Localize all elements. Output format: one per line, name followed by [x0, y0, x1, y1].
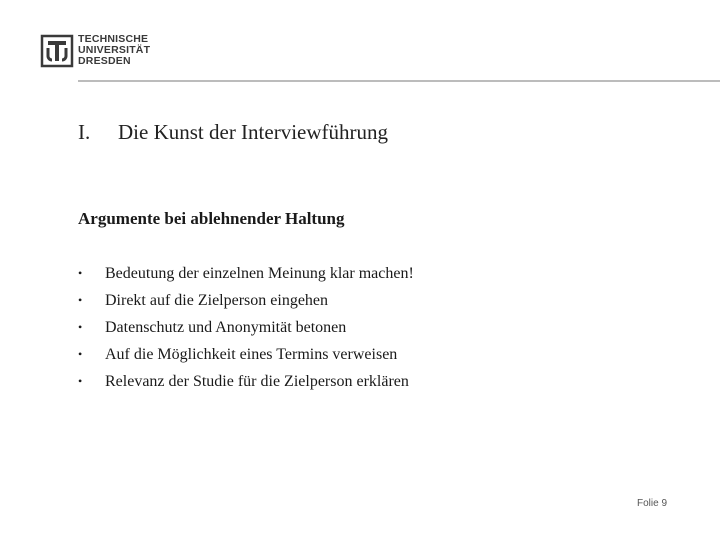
section-title-text: Die Kunst der Interviewführung	[118, 120, 389, 144]
bullet-dot-icon: •	[78, 320, 83, 334]
slide-subtitle: Argumente bei ablehnender Haltung	[78, 209, 345, 228]
bullet-dot-icon: •	[78, 374, 83, 388]
bullet-text: Direkt auf die Zielperson eingehen	[105, 292, 329, 309]
tu-dresden-logo	[38, 30, 168, 72]
bullet-dot-icon: •	[78, 347, 83, 361]
bullet-text: Bedeutung der einzelnen Meinung klar machen!	[105, 265, 414, 282]
section-number: I.	[78, 120, 91, 144]
tu-dresden-emblem-icon	[40, 34, 74, 68]
bullet-dot-icon: •	[78, 293, 83, 307]
logo-wordmark	[78, 34, 150, 67]
logo-line-2: UNIVERSITÄT	[78, 44, 151, 56]
logo-line-1: TECHNISCHE	[78, 33, 149, 45]
logo-line-3: DRESDEN	[78, 55, 131, 67]
slide-number: Folie 9	[636, 498, 667, 509]
header-divider	[78, 80, 720, 82]
bullet-text: Auf die Möglichkeit eines Termins verweisen	[105, 346, 398, 363]
section-heading	[78, 120, 388, 145]
bullet-dot-icon: •	[78, 266, 83, 280]
bullet-text: Datenschutz und Anonymität betonen	[105, 319, 347, 336]
bullet-text: Relevanz der Studie für die Zielperson erklären	[105, 373, 409, 390]
